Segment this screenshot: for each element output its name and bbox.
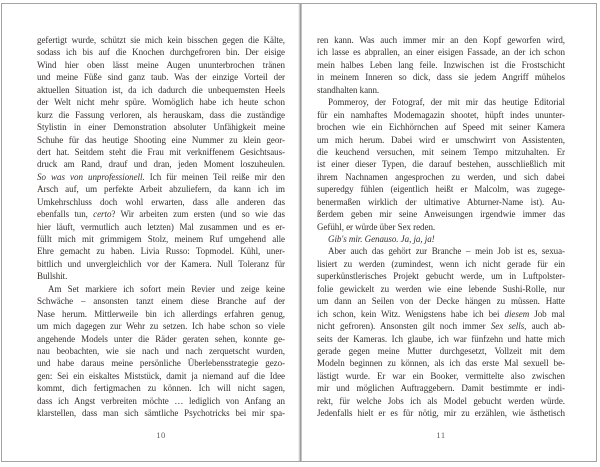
text-line: druck am Rand, drauf und dran, jeden Moment loszuheulen. (37, 159, 285, 170)
text-line: klarstellen, dass man sich sämtliche Psychotricks bei mir spa- (37, 408, 285, 419)
text-line: mein halbes Leben lang feile. Inzwischen ist die Frostschicht (317, 59, 565, 70)
text-line: seits der Kameras. Ich glaube, ich war fünfzehn und hatte mich (317, 333, 565, 344)
text-line: kommt, dich fertigmachen zu können. Ich will nicht sagen, (37, 383, 285, 394)
text-line: rekt, für welche Jobs ich als Model gebucht werden würde. (317, 395, 565, 406)
text-line: um mich dagegen zur Wehr zu setzen. Ich habe schon so viele (37, 321, 285, 332)
text-line: Arsch auf, um perfekte Arbeit abzuliefern, da kann ich im (37, 184, 285, 195)
text-line: Gib's mir. Genauso. Ja, ja, ja! (328, 234, 435, 244)
text-line: Stylistin in einer Demonstration absoluter Unfähigkeit meine (37, 122, 285, 133)
text-line: lisiert zu werden (zumindest, wenn ich nicht gerade für ein (317, 258, 565, 269)
text-line: standhalten kann. (317, 84, 380, 95)
text-line: Umkehrschluss doch wohl erwarten, dass alle anderen das (37, 196, 285, 207)
text-line: superkünstlerisches Projekt gebucht werde, um in Luftpolster- (317, 271, 565, 282)
text-line: und meine Füße sind ganz taub. Was der einzige Vorteil der (37, 72, 285, 83)
text-line: Bullshit. (37, 271, 68, 282)
text-line: lästigt wurde. Er war ein Booker, vermittelte also zwischen (317, 370, 565, 381)
text-line: hier läuft, vermutlich auch letzten) Mal zusammen und es er- (37, 221, 285, 232)
text-line: ich lasse es abprallen, an einer eisigen Fassade, an der ich schon (317, 47, 565, 58)
text-line: Gefühl, er würde über Sex reden. (317, 221, 436, 232)
text-line: Wind hier oben lässt meine Augen ununterbrochen tränen (37, 59, 285, 70)
text-line: brochen wie ein Eichhörnchen auf Speed mit seiner Kamera (317, 122, 565, 133)
text-line: dass ich Angst verbreiten möchte … lediglich von Anfang an (37, 395, 285, 406)
text-line: der Welt nicht mehr spüre. Womöglich habe ich heute schon (37, 97, 285, 108)
text-line: kurz die Fassung verloren, als herauskam, dass die zuständige (37, 109, 285, 120)
text-line: Pommeroy, der Fotograf, der mit mir das heutige Editorial (328, 97, 565, 108)
text-line: benermaßen wirklich der ultimative Abturner-Name ist). Au- (317, 196, 565, 207)
text-line: nicht gefroren). Ansonsten gilt noch immer Sex sells, auch ab- (317, 321, 565, 332)
text-line: gerade gegen meine Mutter durchgesetzt, Vollzeit mit dem (317, 345, 565, 356)
book-spread (1, 3, 597, 462)
text-line: dert hat. Seitdem steht die Frau mit verkniffenem Gesichtsaus- (37, 146, 285, 157)
text-line: folie gewickelt zu werden wie eine lebende Sushi-Rolle, nur (317, 283, 565, 294)
text-line: superedgy fühlen (eigentlich heißt er Malcolm, was zugege- (317, 184, 565, 195)
text-line: Nase herum. Mittlerweile bin ich allerdings erfahren genug, (37, 308, 285, 319)
text-line: ren kann. Was auch immer mir an den Kopf geworfen wird, (317, 35, 565, 45)
text-line: gefertigt wurde, schützt sie mich kein bisschen gegen die Kälte, (37, 35, 285, 45)
text-line: Aber auch das gehört zur Branche – mein Job ist es, sexua- (328, 246, 565, 257)
text-line: bittlich und unvergleichlich vor der Kamera. Null Toleranz für (37, 258, 285, 269)
text-line: sodass ich bis auf die Knochen durchgefroren bin. Der eisige (37, 47, 285, 58)
text-line: mir und möglichen Auftraggebern. Damit bestimmte er indi- (317, 383, 565, 394)
text-line: ebenfalls tun, certo? Wir arbeiten zum ersten (und so wie das (37, 209, 285, 220)
text-line: die keuchend versuchen, mit seinem Tempo mitzuhalten. Er (317, 146, 565, 157)
page-text-right (317, 34, 565, 420)
text-line: Jedenfalls hielt er es für nötig, mir zu erzählen, wie ästhetisch (317, 408, 565, 419)
text-line: ist einer dieser Typen, die darauf bestehen, ausschließlich mit (317, 159, 565, 170)
text-line: ßerdem geben mir seine Anweisungen irgendwie immer das (317, 209, 565, 220)
page-number-left: 10 (156, 430, 166, 440)
text-line: Ehre gemacht zu haben. Livia Russo: Topmodel. Kühl, uner- (37, 246, 285, 257)
text-line: gen: Sei ein eiskaltes Miststück, damit ja niemand auf die Idee (37, 370, 285, 381)
text-line: Am Set markiere ich sofort mein Revier und zeige keine (48, 283, 285, 294)
text-line: Schwäche – ansonsten tanzt einem diese Branche auf der (37, 296, 285, 307)
page-text-left (37, 34, 285, 420)
text-line: Modeln beginnen zu können, als ich das erste Mal sexuell be- (317, 358, 565, 369)
text-line: angehende Models unter die Räder geraten sehen, konnte ge- (37, 333, 285, 344)
text-line: für ein namhaftes Modemagazin shootet, hüpft indes ununter- (317, 109, 565, 120)
page-number-right: 11 (436, 430, 446, 440)
page-gutter-divider (298, 4, 302, 461)
text-line: ich schon, kein Witz. Wenigstens habe ich bei diesem Job mal (317, 308, 565, 319)
text-line: Schuhe für das heutige Shooting eine Nummer zu klein geor- (37, 134, 285, 145)
text-line: um mich herum. Dabei wird er umschwirrt von Assistenten, (317, 134, 565, 145)
text-line: ihrem Nachnamen angesprochen zu werden, und sich dabei (317, 171, 565, 182)
text-line: in meinem Inneren so dick, dass sie jedem Angriff mühelos (317, 72, 565, 83)
text-line: um dann an Seilen von der Decke hängen zu müssen. Hatte (317, 296, 565, 307)
text-line: füllt mich mit grimmigem Stolz, meinem Ruf umgehend alle (37, 234, 285, 244)
text-line: und habe daraus meine persönliche Überlebensstrategie gezo- (37, 358, 285, 369)
text-line: So was von unprofessionell. Ich für meinen Teil reiße mir den (37, 171, 285, 182)
text-line: aktuellen Situation ist, da ich dadurch die unbequemsten Heels (37, 84, 285, 95)
text-line: nau beobachten, wie sie nach und nach zerquetscht wurden, (37, 345, 285, 356)
